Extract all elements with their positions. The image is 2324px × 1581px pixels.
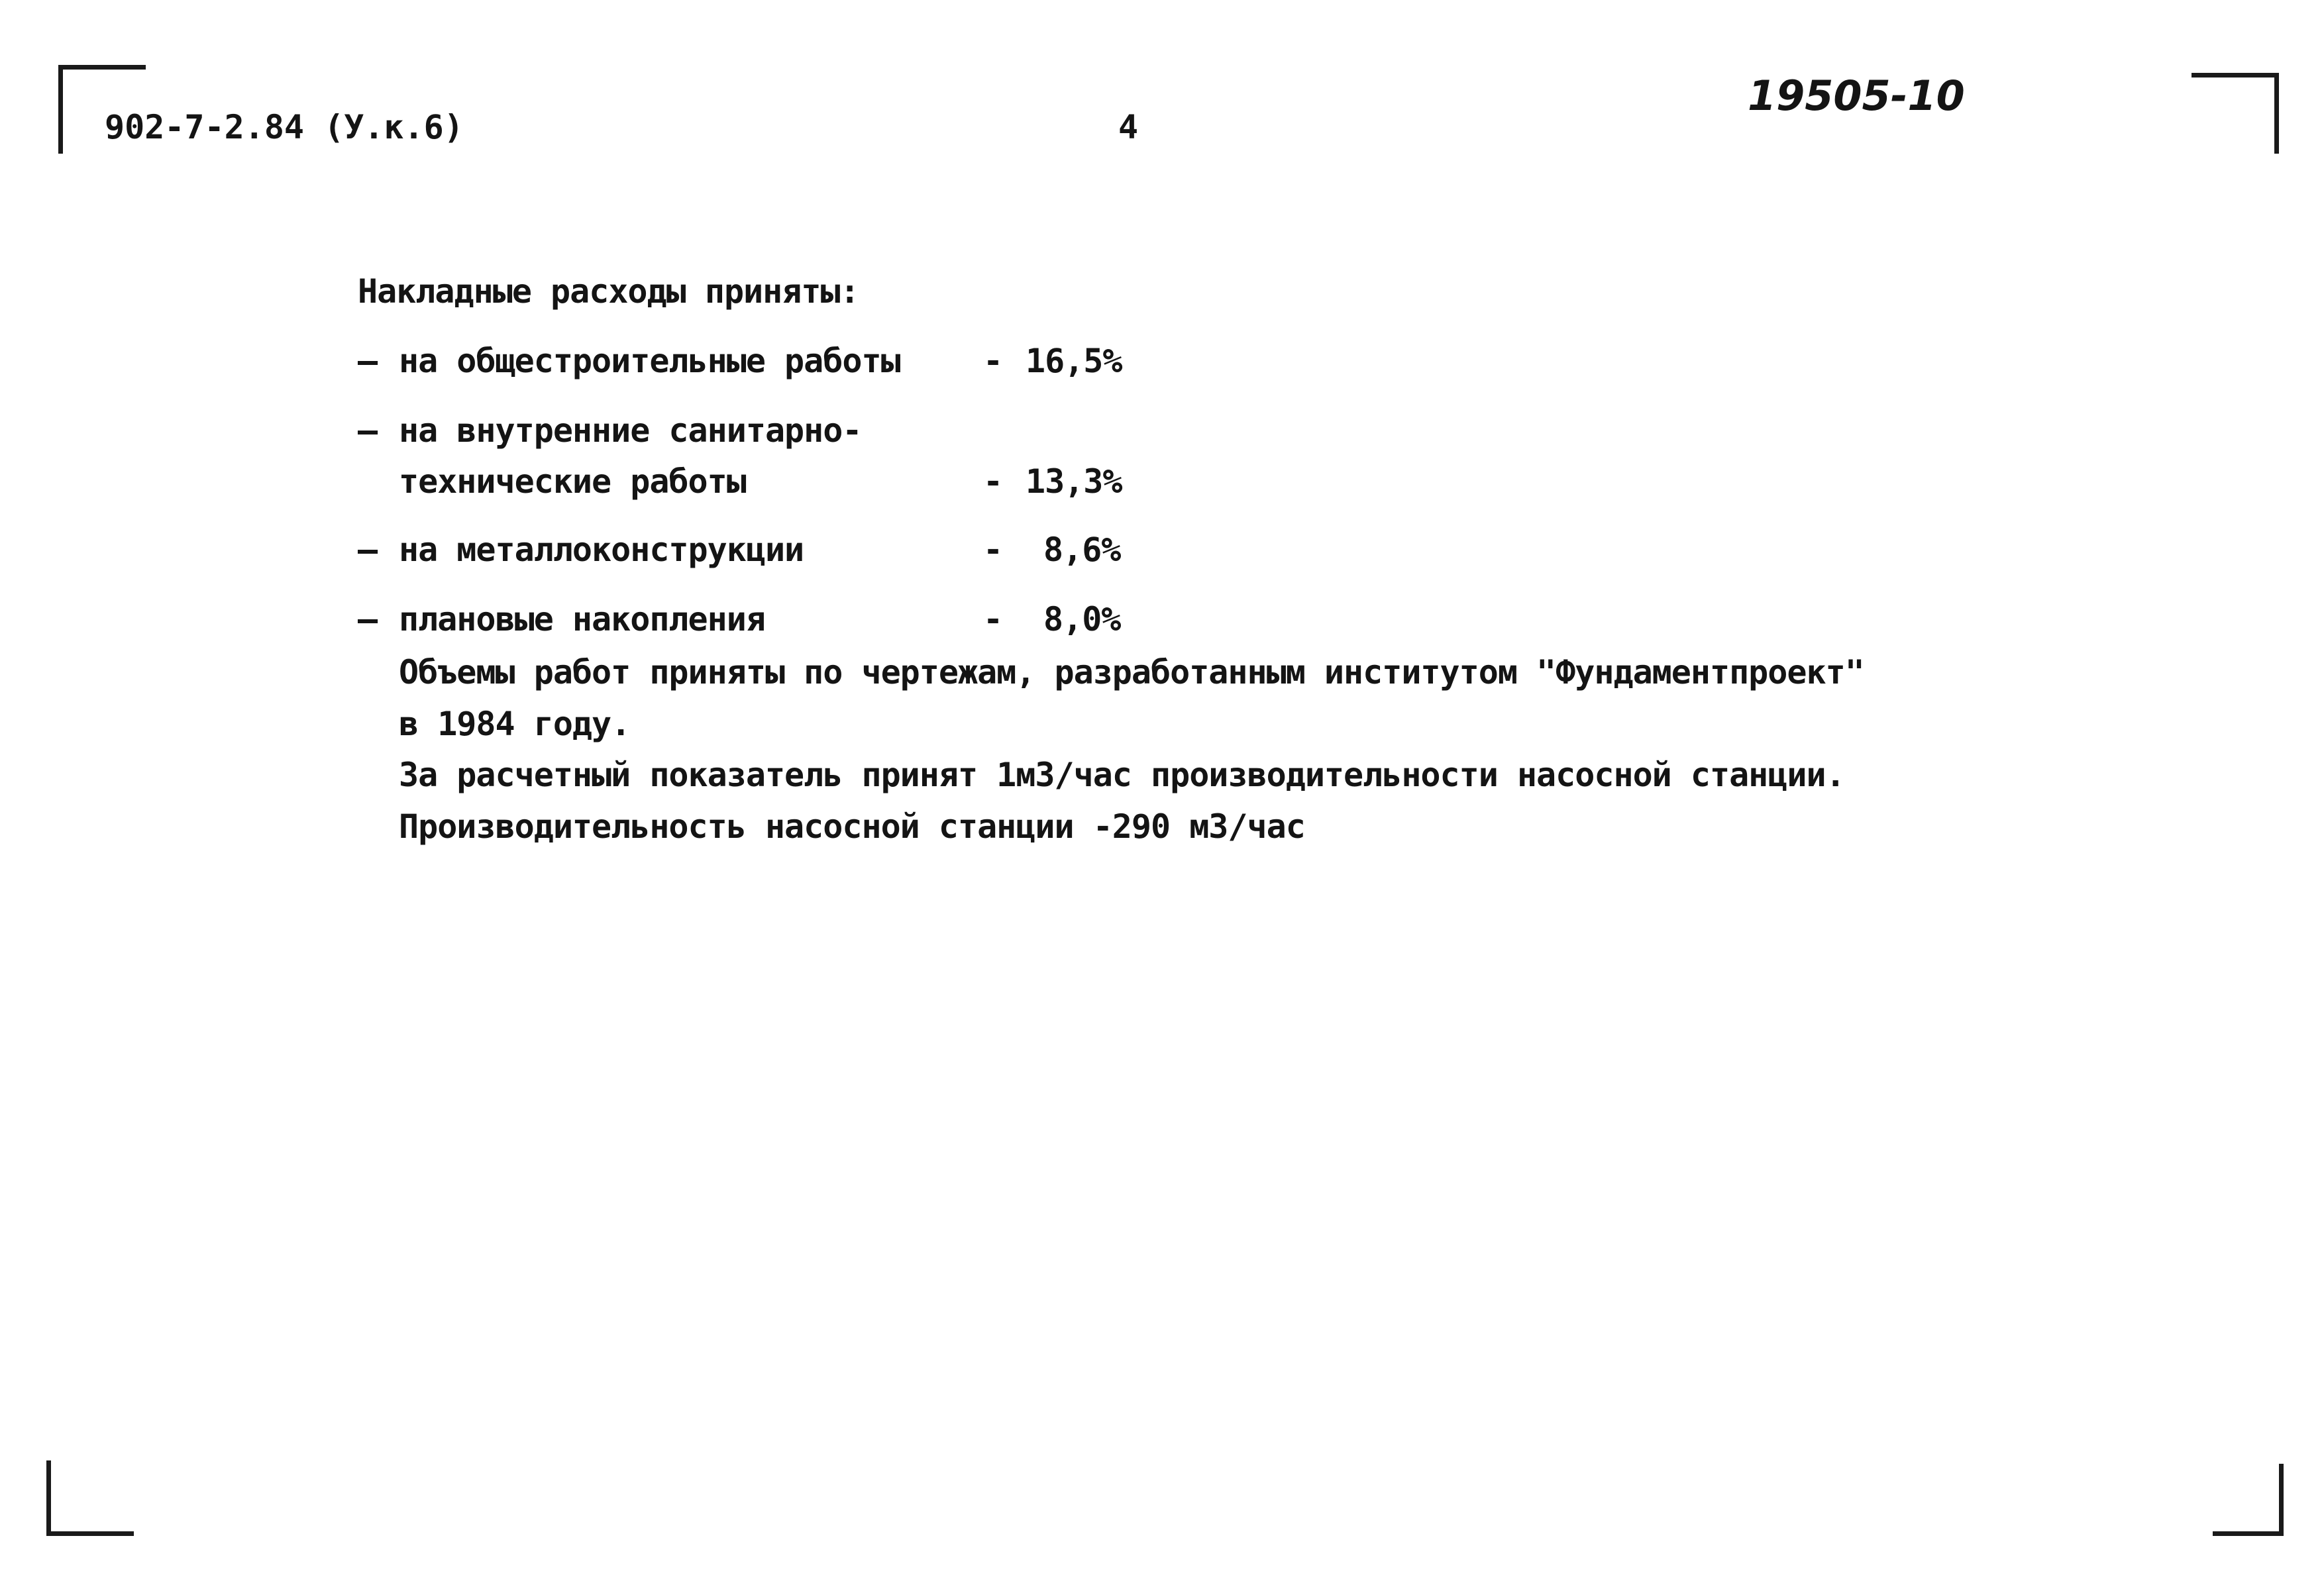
item-value: 8,6% <box>1043 531 1121 569</box>
item-label-line2: технические работы <box>399 462 746 501</box>
item-value: 13,3% <box>1026 462 1122 501</box>
overhead-item <box>0 341 2324 381</box>
capacity-paragraph: Производительность насосной станции -290 м3/час <box>399 807 1305 846</box>
corner-mark-bottom-right <box>2213 1464 2284 1536</box>
item-dash: – <box>358 411 378 450</box>
item-separator: - <box>983 462 1003 501</box>
item-separator: - <box>983 600 1003 638</box>
item-separator: - <box>983 531 1003 569</box>
item-label-line1: на внутренние санитарно- <box>399 411 862 450</box>
overhead-item <box>0 411 2324 450</box>
item-dash: – <box>358 600 378 638</box>
corner-mark-bottom-left <box>46 1460 134 1536</box>
overhead-item-continuation <box>0 462 2324 501</box>
overhead-title: Накладные расходы приняты: <box>358 272 859 311</box>
volumes-paragraph-line2: в 1984 году. <box>399 705 631 743</box>
item-separator: - <box>983 342 1003 380</box>
overhead-item <box>0 599 2324 639</box>
corner-mark-top-right <box>2192 73 2279 154</box>
page-number: 4 <box>1118 108 1139 146</box>
document-code: 902-7-2.84 (У.к.6) <box>105 108 464 146</box>
indicator-paragraph: За расчетный показатель принят 1м3/час производительности насосной станции. <box>399 756 1845 794</box>
item-value: 16,5% <box>1026 342 1122 380</box>
overhead-item <box>0 530 2324 570</box>
item-dash: – <box>358 531 378 569</box>
archive-number: 19505-10 <box>1748 72 1965 120</box>
item-value: 8,0% <box>1043 600 1121 638</box>
item-label: на общестроительные работы <box>399 342 900 380</box>
volumes-paragraph-line1: Объемы работ приняты по чертежам, разработанным институтом "Фундаментпроект" <box>399 653 1864 691</box>
item-dash: – <box>358 342 378 380</box>
item-label: плановые накопления <box>399 600 765 638</box>
item-label: на металлоконструкции <box>399 531 804 569</box>
